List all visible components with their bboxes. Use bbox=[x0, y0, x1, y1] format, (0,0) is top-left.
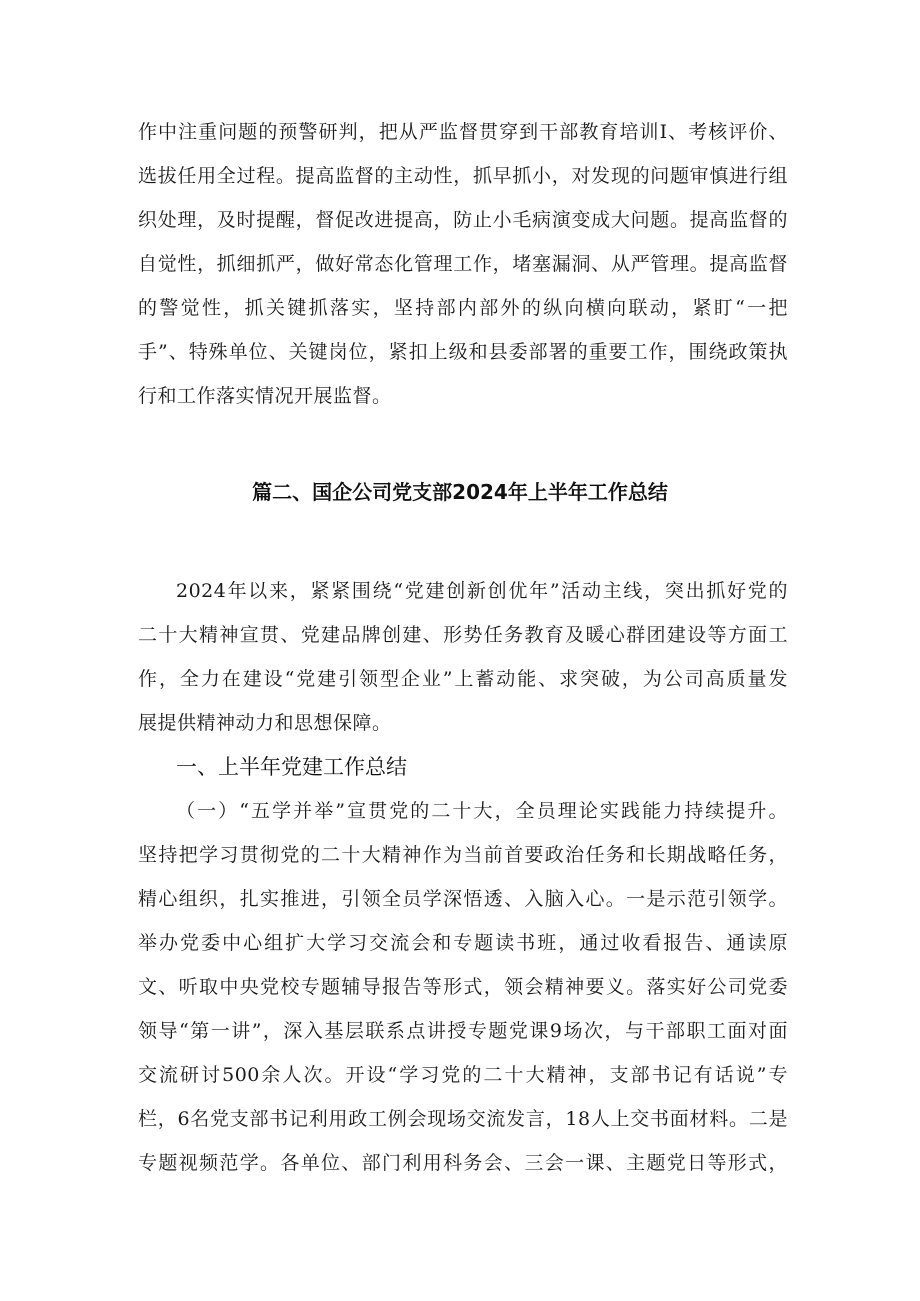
intro-line-2: 选拔任用全过程。提高监督的主动性，抓早抓小，对发现的问题审慎进行组 bbox=[138, 165, 788, 187]
intro-line-6: 手”、特殊单位、关键岗位，紧扣上级和县委部署的重要工作，围绕政策执 bbox=[138, 341, 788, 363]
opening-line-4: 展提供精神动力和思想保障。 bbox=[138, 712, 392, 734]
section-title: 篇二、国企公司党支部2024年上半年工作总结 bbox=[252, 480, 668, 504]
heading-first-half-summary: 一、上半年党建工作总结 bbox=[176, 755, 407, 779]
sub-line-7: 交流研讨500余人次。开设“学习党的二十大精神，支部书记有话说”专 bbox=[138, 1064, 788, 1086]
sub-line-9: 专题视频范学。各单位、部门利用科务会、三会一课、主题党日等形式， bbox=[138, 1152, 788, 1174]
intro-line-3: 织处理，及时提醒，督促改进提高，防止小毛病演变成大问题。提高监督的 bbox=[138, 209, 788, 231]
intro-line-4: 自觉性，抓细抓严，做好常态化管理工作，堵塞漏洞、从严管理。提高监督 bbox=[138, 253, 788, 275]
opening-line-1: 2024年以来，紧紧围绕“党建创新创优年”活动主线，突出抓好党的 bbox=[176, 580, 788, 602]
sub-line-1: （一）“五学并举”宣贯党的二十大，全员理论实践能力持续提升。 bbox=[176, 800, 788, 822]
intro-line-5: 的警觉性，抓关键抓落实，坚持部内部外的纵向横向联动，紧盯“一把 bbox=[138, 297, 788, 319]
sub-line-8: 栏，6名党支部书记利用政工例会现场交流发言，18人上交书面材料。二是 bbox=[138, 1108, 788, 1130]
opening-line-3: 作，全力在建设“党建引领型企业”上蓄动能、求突破，为公司高质量发 bbox=[138, 668, 788, 690]
sub-line-2: 坚持把学习贯彻党的二十大精神作为当前首要政治任务和长期战略任务， bbox=[138, 844, 788, 866]
opening-line-2: 二十大精神宣贯、党建品牌创建、形势任务教育及暖心群团建设等方面工 bbox=[138, 624, 788, 646]
intro-line-7: 行和工作落实情况开展监督。 bbox=[138, 385, 392, 407]
sub-line-6: 领导“第一讲”，深入基层联系点讲授专题党课9场次，与干部职工面对面 bbox=[138, 1020, 788, 1042]
sub-line-5: 文、听取中央党校专题辅导报告等形式，领会精神要义。落实好公司党委 bbox=[138, 976, 788, 998]
sub-line-3: 精心组织，扎实推进，引领全员学深悟透、入脑入心。一是示范引领学。 bbox=[138, 888, 788, 910]
intro-line-1: 作中注重问题的预警研判，把从严监督贯穿到干部教育培训I、考核评价、 bbox=[138, 121, 788, 143]
sub-line-4: 举办党委中心组扩大学习交流会和专题读书班，通过收看报告、通读原 bbox=[138, 932, 788, 954]
